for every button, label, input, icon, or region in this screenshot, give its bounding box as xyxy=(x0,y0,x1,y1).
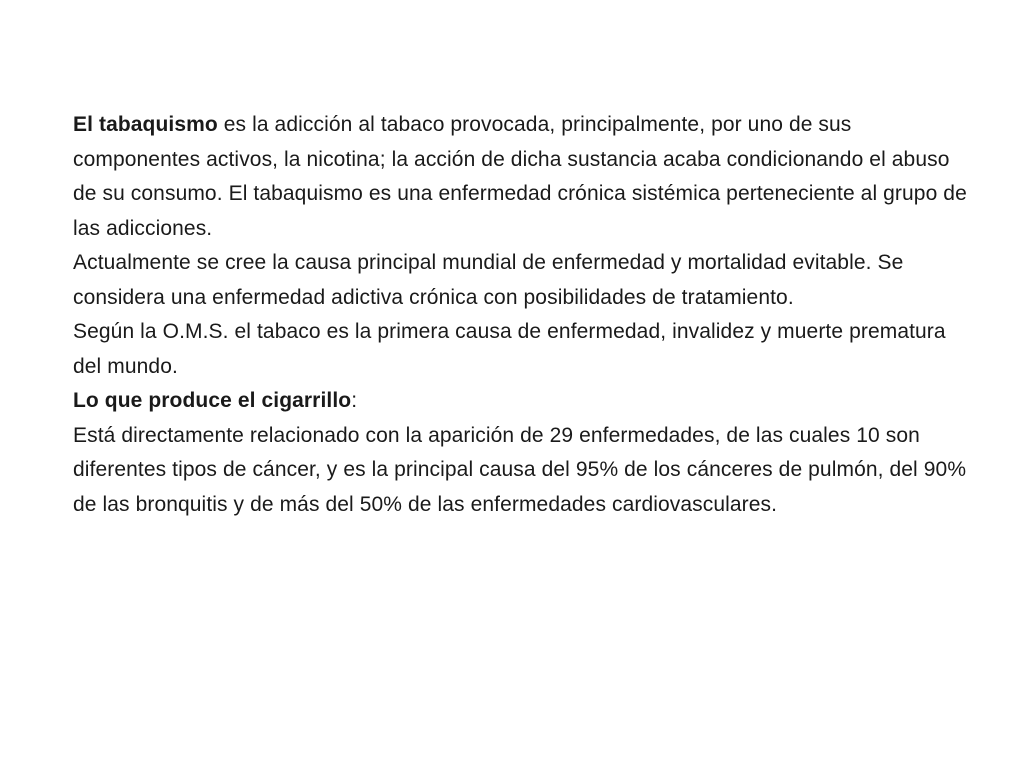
bold-term: El tabaquismo xyxy=(73,113,218,136)
paragraph-definition xyxy=(73,108,973,246)
section-heading xyxy=(73,384,973,419)
paragraph-diseases: Está directamente relacionado con la aparición de 29 enfermedades, de las cuales 10 son diferentes tipos de cáncer, y es la principal causa del 95% de los cánceres de pulmón, del 90% de las bronquitis y de más del 50% de las enfermedades cardiovasculares. xyxy=(73,423,967,516)
section-heading-colon: : xyxy=(351,389,358,412)
paragraph-mortality: Actualmente se cree la causa principal mundial de enfermedad y mortalidad evitable. Se considera una enfermedad adictiva crónica con posibilidades de tratamiento. xyxy=(73,251,904,309)
text-block xyxy=(73,108,973,522)
paragraph-oms: Según la O.M.S. el tabaco es la primera causa de enfermedad, invalidez y muerte prematura del mundo. xyxy=(73,320,946,378)
definition-text: es la adicción al tabaco provocada, principalmente, por uno de sus componentes activos, la nicotina; la acción de dicha sustancia acaba condicionando el abuso de su consumo. El tabaquismo es una enfermedad crónica sistémica perteneciente al grupo de las adicciones. xyxy=(73,113,967,240)
section-heading-text: Lo que produce el cigarrillo xyxy=(73,389,352,412)
